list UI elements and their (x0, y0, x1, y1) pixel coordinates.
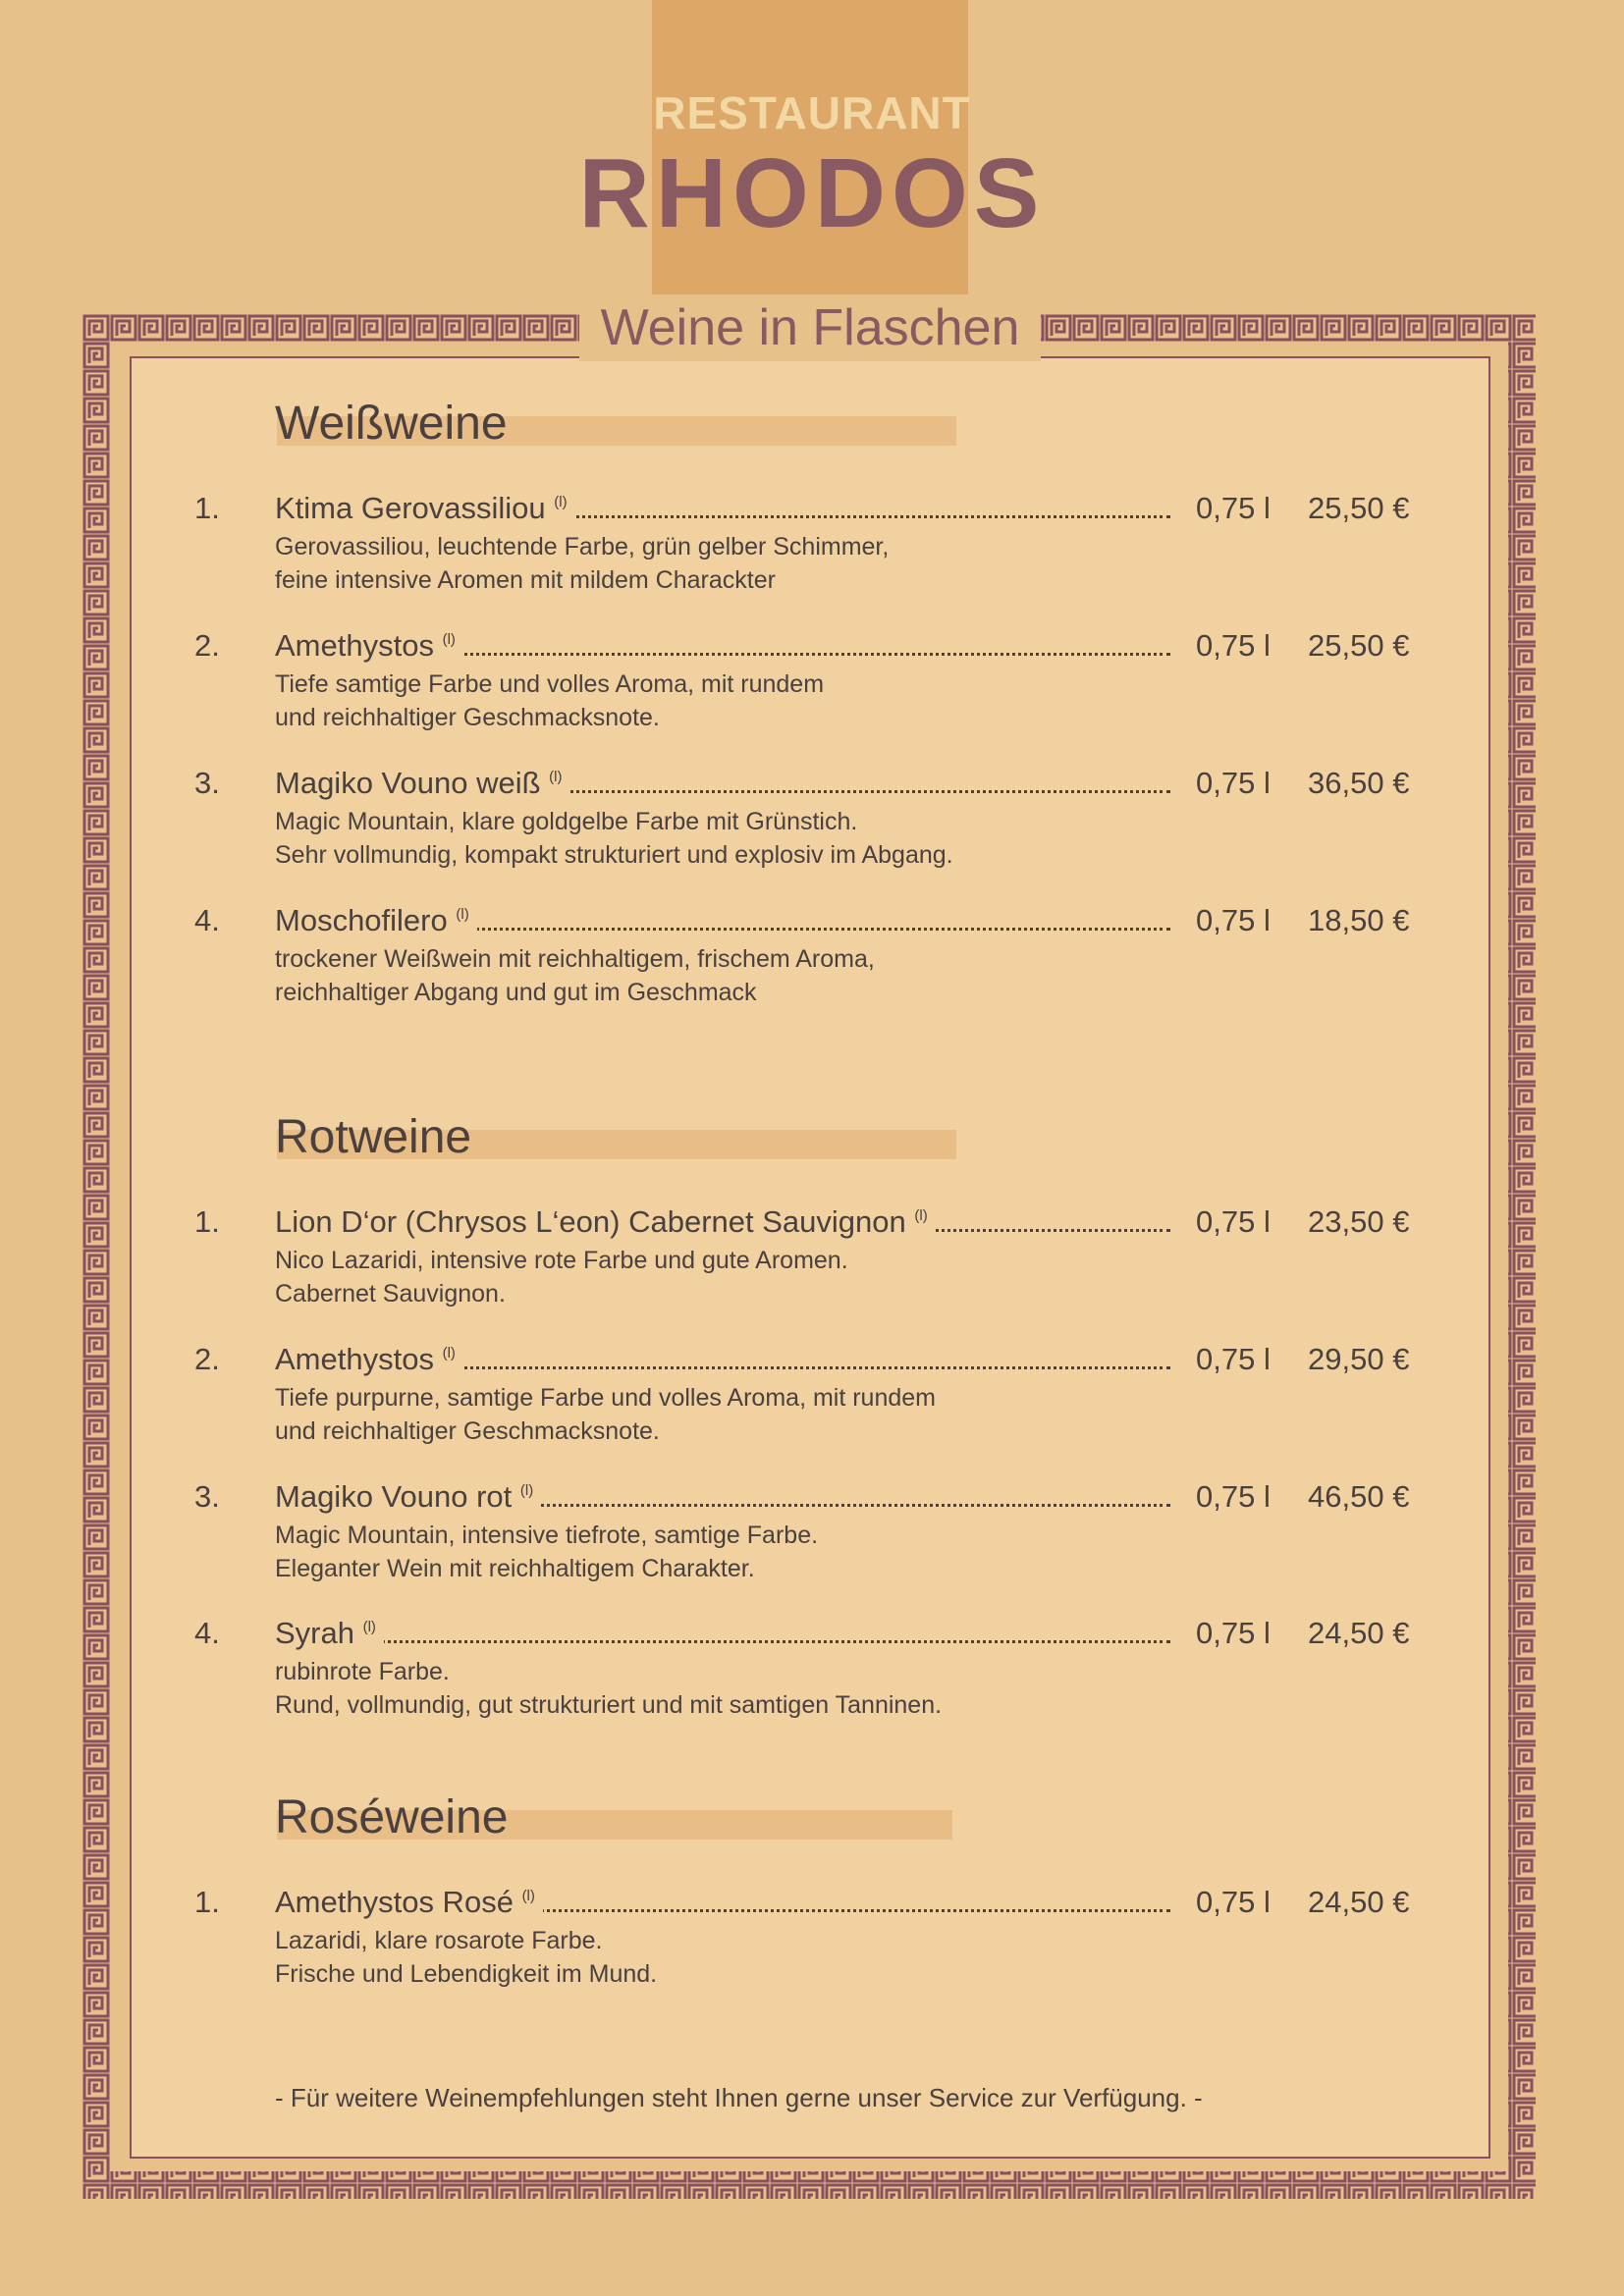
item-price: 25,50 € (1308, 628, 1410, 663)
item-name-line (275, 766, 1170, 801)
item-name: Amethystos Rosé (275, 1885, 514, 1919)
item-description: trockener Weißwein mit reichhaltigem, frischem Aroma, reichhaltiger Abgang und gut im Geschmack (275, 945, 875, 1006)
item-number: 3. (194, 766, 220, 800)
item-price: 18,50 € (1308, 903, 1410, 937)
item-name-line (275, 1204, 1170, 1240)
item-description: Tiefe samtige Farbe und volles Aroma, mit rundem und reichhaltiger Geschmacksnote. (275, 670, 825, 731)
item-price: 46,50 € (1308, 1479, 1410, 1514)
item-price: 24,50 € (1308, 1616, 1410, 1650)
item-description: Tiefe purpurne, samtige Farbe und volles Aroma, mit rundem und reichhaltiger Geschmacksnote. (275, 1384, 936, 1445)
item-mark: (l) (442, 1345, 456, 1362)
brand-restaurant-label: RESTAURANT (653, 87, 971, 138)
item-description: Lazaridi, klare rosarote Farbe. Frische und Lebendigkeit im Mund. (275, 1927, 658, 1988)
item-description: Gerovassiliou, leuchtende Farbe, grün gelber Schimmer, feine intensive Aromen mit mildem Charackter (275, 533, 890, 594)
item-mark: (l) (521, 1888, 535, 1904)
item-number: 1. (194, 491, 220, 525)
item-name-line (275, 628, 1170, 664)
item-description: Magic Mountain, intensive tiefrote, samtige Farbe. Eleganter Wein mit reichhaltigem Charakter. (275, 1522, 819, 1582)
item-description: Magic Mountain, klare goldgelbe Farbe mit Grünstich. Sehr vollmundig, kompakt strukturiert und explosiv im Abgang. (275, 808, 953, 869)
item-name: Ktima Gerovassiliou (275, 491, 546, 525)
page-subtitle: Weine in Flaschen (579, 294, 1041, 361)
item-name-line (275, 1885, 1170, 1920)
section-title-rose: Roséweine (275, 1791, 509, 1843)
item-name: Amethystos (275, 1342, 434, 1376)
item-name-line (275, 1342, 1170, 1377)
item-mark: (l) (554, 494, 568, 510)
item-mark: (l) (519, 1482, 534, 1499)
item-volume: 0,75 l (1196, 1616, 1271, 1650)
item-mark: (l) (362, 1619, 376, 1635)
item-volume: 0,75 l (1196, 766, 1271, 800)
item-price: 23,50 € (1308, 1204, 1410, 1239)
item-volume: 0,75 l (1196, 903, 1271, 937)
item-price: 24,50 € (1308, 1885, 1410, 1919)
item-name: Lion D‘or (Chrysos L‘eon) Cabernet Sauvignon (275, 1204, 906, 1239)
item-name: Amethystos (275, 628, 434, 663)
item-name-line (275, 491, 1170, 526)
item-name: Moschofilero (275, 903, 448, 937)
item-volume: 0,75 l (1196, 1342, 1271, 1376)
item-volume: 0,75 l (1196, 1885, 1271, 1919)
item-mark: (l) (914, 1207, 928, 1224)
item-price: 36,50 € (1308, 766, 1410, 800)
brand-name: RHODOS (578, 138, 1046, 248)
dot-leader (275, 1640, 1170, 1643)
item-volume: 0,75 l (1196, 1479, 1271, 1514)
item-description: Nico Lazaridi, intensive rote Farbe und gute Aromen. Cabernet Sauvignon. (275, 1247, 848, 1308)
item-mark: (l) (549, 769, 563, 785)
item-number: 2. (194, 628, 220, 663)
item-name: Syrah (275, 1616, 354, 1650)
section-title-white: Weißweine (275, 398, 508, 450)
item-price: 25,50 € (1308, 491, 1410, 525)
item-name-line (275, 903, 1170, 938)
item-number: 1. (194, 1885, 220, 1919)
item-number: 4. (194, 1616, 220, 1650)
item-number: 2. (194, 1342, 220, 1376)
item-name: Magiko Vouno rot (275, 1479, 513, 1514)
item-number: 4. (194, 903, 220, 937)
footer-note: - Für weitere Weinempfehlungen steht Ihnen gerne unser Service zur Verfügung. - (275, 2083, 1203, 2112)
item-name: Magiko Vouno weiß (275, 766, 541, 800)
item-name-line (275, 1479, 1170, 1515)
item-number: 3. (194, 1479, 220, 1514)
item-number: 1. (194, 1204, 220, 1239)
item-mark: (l) (456, 906, 469, 923)
item-volume: 0,75 l (1196, 491, 1271, 525)
section-title-red: Rotweine (275, 1111, 472, 1163)
item-volume: 0,75 l (1196, 1204, 1271, 1239)
item-price: 29,50 € (1308, 1342, 1410, 1376)
item-description: rubinrote Farbe. Rund, vollmundig, gut strukturiert und mit samtigen Tanninen. (275, 1658, 943, 1719)
item-name-line (275, 1616, 1170, 1651)
item-mark: (l) (442, 631, 456, 648)
item-volume: 0,75 l (1196, 628, 1271, 663)
